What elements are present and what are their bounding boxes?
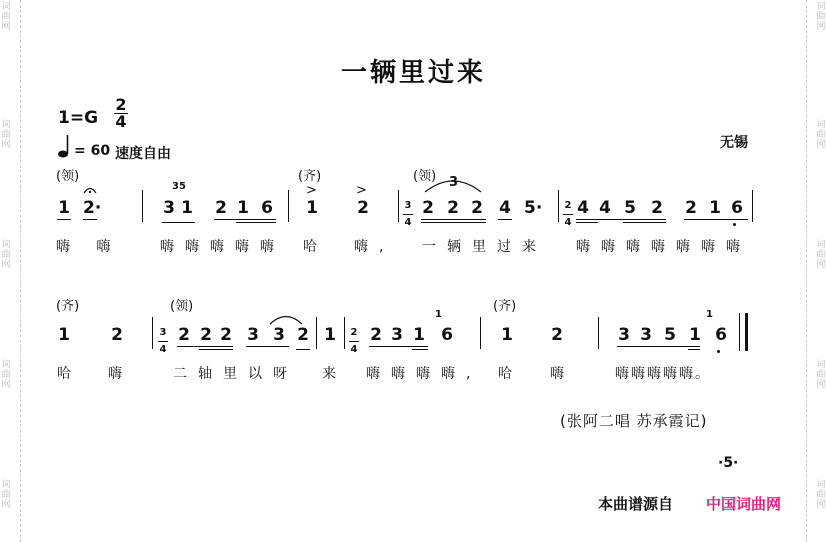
underline <box>162 222 195 223</box>
part-label: (齐) <box>56 299 80 314</box>
underline <box>623 222 666 223</box>
bar-line <box>288 190 289 222</box>
bar-line <box>480 317 481 349</box>
time-signature-change: 3 4 <box>159 327 167 355</box>
underline <box>246 346 289 347</box>
note: 5 <box>624 198 636 218</box>
note: 1 <box>237 198 249 218</box>
note: 4 <box>599 198 611 218</box>
note: 6 <box>261 198 273 218</box>
note: 1 <box>501 325 513 345</box>
time-signature-change: 3 4 <box>404 200 412 228</box>
time-signature: 2 4 <box>115 95 127 131</box>
note: 2· <box>83 198 102 218</box>
underline <box>684 219 748 220</box>
underline <box>688 349 700 350</box>
lyric: 哈 <box>498 366 523 382</box>
part-label: (领) <box>56 169 80 184</box>
note: 2 <box>651 198 663 218</box>
accent-mark: > <box>356 183 367 198</box>
watermark: 词曲网 <box>1 120 11 150</box>
note: 3 <box>247 325 259 345</box>
tempo-marking: = 60 <box>74 143 111 159</box>
watermark: 词曲网 <box>816 2 826 32</box>
underline <box>617 346 700 347</box>
slur <box>268 313 304 325</box>
note: 2 <box>422 198 434 218</box>
page-number: ·5· <box>718 455 739 471</box>
note: 5· <box>524 198 543 218</box>
part-label: (齐) <box>298 169 322 184</box>
underline <box>236 222 276 223</box>
lyric: 一辆里过来 <box>422 239 547 255</box>
bar-line <box>152 317 153 349</box>
lyric: 哈 <box>303 239 328 255</box>
note: 3 <box>391 325 403 345</box>
watermark: 词曲网 <box>1 360 11 390</box>
note: 2 <box>178 325 190 345</box>
bar-line <box>142 190 143 222</box>
part-label: (领) <box>170 299 194 314</box>
note: 2 <box>370 325 382 345</box>
bar-line <box>752 190 753 222</box>
grace-notes: 1 <box>435 309 442 320</box>
time-signature-change: 2 4 <box>350 327 358 355</box>
lyric: 嗨嗨嗨嗨嗨。 <box>615 366 711 382</box>
underline <box>576 219 666 220</box>
source-site-link[interactable]: 中国词曲网 <box>706 495 782 513</box>
note: 6 <box>441 325 453 345</box>
note: 6 <box>731 198 743 218</box>
watermark: 词曲网 <box>816 120 826 150</box>
watermark: 词曲网 <box>1 240 11 270</box>
final-bar-line <box>739 313 740 351</box>
note: 6 <box>715 325 727 345</box>
triplet-number: 3 <box>449 175 459 190</box>
underline <box>83 219 97 220</box>
fermata-icon <box>83 186 97 194</box>
note: 1 <box>413 325 425 345</box>
note: 2 <box>200 325 212 345</box>
underline <box>576 222 598 223</box>
tempo-text: 速度自由 <box>115 146 171 162</box>
lyric: 嗨 嗨 <box>56 239 122 255</box>
lyric: 嗨嗨嗨嗨嗨嗨嗨 <box>576 239 751 255</box>
note: 2 <box>447 198 459 218</box>
note: 4 <box>499 198 511 218</box>
lyric: 嗨嗨嗨嗨嗨 <box>160 239 285 255</box>
bar-line <box>344 317 345 349</box>
bar-line <box>316 317 317 349</box>
note: 1 <box>306 198 318 218</box>
note: 2 <box>111 325 123 345</box>
note: 1 <box>58 325 70 345</box>
lyric: 嗨, <box>354 239 395 255</box>
note: 1 <box>709 198 721 218</box>
underline <box>412 349 428 350</box>
watermark: 词曲网 <box>816 360 826 390</box>
note: 2 <box>685 198 697 218</box>
note: 2 <box>551 325 563 345</box>
octave-dot <box>717 350 720 353</box>
bar-line <box>598 317 599 349</box>
note: 3 <box>273 325 285 345</box>
lyric: 嗨嗨嗨嗨, <box>366 366 482 382</box>
lyric: 二轴里以呀 <box>173 366 298 382</box>
note: 3 <box>618 325 630 345</box>
lyric: 嗨 <box>108 366 133 382</box>
quarter-note-icon <box>58 133 72 159</box>
note: 3 <box>640 325 652 345</box>
underline <box>296 349 310 350</box>
note: 2 <box>215 198 227 218</box>
time-signature-change: 2 4 <box>564 200 572 228</box>
note: 2 <box>471 198 483 218</box>
note: 5 <box>664 325 676 345</box>
note: 1 <box>689 325 701 345</box>
note: 4 <box>577 198 589 218</box>
note: 1 <box>324 325 336 345</box>
note: 2 <box>297 325 309 345</box>
note: 1 <box>181 198 193 218</box>
note: 1 <box>58 198 70 218</box>
grace-notes: 1 <box>706 309 713 320</box>
part-label: (领) <box>413 169 437 184</box>
underline <box>57 219 71 220</box>
song-title: 一辆里过来 <box>340 58 486 88</box>
note: 3 <box>163 198 175 218</box>
credit-line: (张阿二唱 苏承霞记) <box>560 412 708 430</box>
accent-mark: > <box>306 183 317 198</box>
underline <box>421 219 486 220</box>
part-label: (齐) <box>493 299 517 314</box>
final-bar-line <box>745 313 748 351</box>
octave-dot <box>733 223 736 226</box>
lyric: 哈 <box>57 366 82 382</box>
note: 2 <box>357 198 369 218</box>
underline <box>177 346 233 347</box>
lyric: 嗨 <box>550 366 575 382</box>
key-signature: 1=G <box>58 108 99 128</box>
grace-notes: 35 <box>172 181 186 192</box>
watermark: 词曲网 <box>1 480 11 510</box>
bar-line <box>558 190 559 222</box>
underline <box>498 219 512 220</box>
watermark: 词曲网 <box>816 480 826 510</box>
note: 2 <box>220 325 232 345</box>
lyric: 来 <box>322 366 347 382</box>
underline <box>369 346 428 347</box>
bar-line <box>398 190 399 222</box>
origin-label: 无锡 <box>720 135 748 151</box>
watermark: 词曲网 <box>1 2 11 32</box>
source-label: 本曲谱源自 <box>598 495 674 513</box>
underline <box>214 219 276 220</box>
watermark: 词曲网 <box>816 240 826 270</box>
underline <box>421 222 486 223</box>
underline <box>199 349 233 350</box>
